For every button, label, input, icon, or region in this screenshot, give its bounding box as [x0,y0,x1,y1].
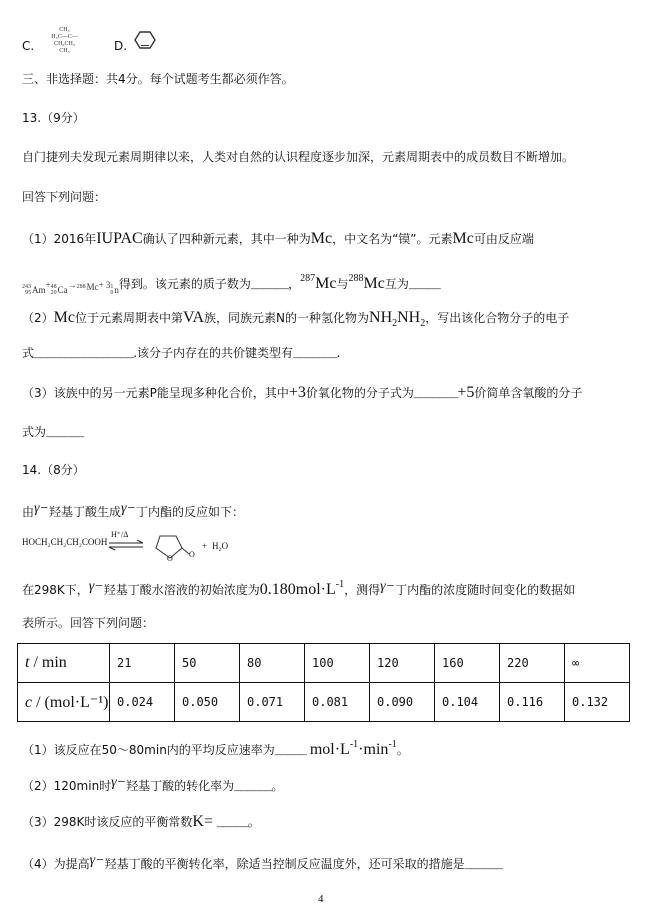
reaction-scheme [22,537,107,547]
text: 在298K下， [22,583,89,597]
formula: 288 [348,273,364,284]
c-main-chain: H₃C—C—CH₂CH₃ [51,34,78,47]
gamma-symbol: γ− [89,853,105,868]
text-line [22,813,260,832]
text: 价简单含氧酸的分子 [474,386,583,400]
unit-min: / min [29,654,67,671]
formula: -1 [335,579,345,590]
formula: NH [369,309,393,326]
carbonyl-oxygen: O [189,550,195,559]
answer-blank[interactable]: _____ [274,744,306,758]
option-c [22,37,34,55]
text: 丁内酯的反应如下： [135,505,244,519]
formula: + [45,280,51,290]
c-bottom-group: CH₃ [59,48,70,54]
text: 。 [396,743,409,757]
text: （1）2016年 [22,232,97,246]
text: （1）该反应在50～80min内的平均反应速率为 [22,743,275,757]
text: （3）298K时该反应的平衡常数 [22,815,193,829]
text-line [22,852,502,874]
text: 丁内酯的浓度随时间变化的数据如 [395,583,576,597]
answer-blank[interactable]: ________________ [34,347,134,361]
table-cell: 120 [370,644,435,683]
table-cell: 0.090 [370,683,435,722]
text: （2）120min时 [22,779,112,793]
text: 确认了四种新元素，其中一种为 [142,232,311,246]
formula: VA [182,309,205,326]
time-header [18,644,110,683]
text-line [22,188,106,206]
text-line [22,384,582,403]
gamma-symbol: γ− [88,579,104,594]
mass-number: 1 [110,284,114,290]
table-row-time [18,644,630,683]
benzene-ring-icon [134,30,156,50]
text: ， [288,277,301,291]
atomic-number: 20 [50,290,57,296]
nuclide [22,281,46,299]
text-line [22,270,440,299]
table-cell: 80 [240,644,305,683]
formula: mol·L [305,741,350,758]
ring-oxygen: O [167,554,173,563]
formula: + 3 [98,280,111,290]
text: 互为 [384,277,409,291]
formula: -1 [388,739,397,750]
table-cell: 0.081 [305,683,370,722]
text: 式为 [22,425,47,439]
table-cell: 0.024 [110,683,175,722]
mass-number: 48 [50,284,57,290]
answer-blank[interactable]: ______ [250,278,289,292]
water: H₂O [212,541,229,551]
text: ，测得 [344,583,381,597]
text-line [22,423,83,442]
unit-mol-per-l: / (mol·L⁻¹) [32,694,109,711]
formula: +3 [288,384,306,401]
reaction-condition: H⁺/Δ [111,530,129,539]
table-row-concentration [18,683,630,722]
text: （3）该族中的另一元素P能呈现多种化合价，其中 [22,386,289,400]
text: ，中文名为“镆”。元素 [332,232,453,246]
text: 由 [22,505,35,519]
nuclide [51,281,68,299]
table-cell: 0.050 [175,683,240,722]
text: 羟基丁酸的平衡转化率，除适当控制反应温度外，还可采取的措施是 [104,857,465,871]
option-c-label: C. [22,39,35,53]
option-d [114,37,127,55]
text: 位于元素周期表中第 [74,311,183,325]
formula: Mc [310,230,333,247]
text: （2） [22,311,54,325]
formula: NH [397,309,421,326]
isotope-numbers [110,284,113,296]
atomic-number: 95 [25,290,31,296]
formula: → [67,280,77,290]
formula: Mc [315,275,337,292]
text: （4）为提高 [22,857,90,871]
text-line [22,309,569,333]
element-symbol: Am [32,285,46,295]
text-line [22,576,575,599]
var-t: t [25,654,30,671]
text-line [22,461,85,479]
text: 回答下列问题： [22,190,107,204]
text-line [22,148,574,166]
table-cell: 21 [110,644,175,683]
table-cell: 220 [500,644,565,683]
isotope-numbers [77,284,86,290]
text: 14.（8分） [22,463,85,477]
text-line [22,614,154,632]
text: 可由反应端 [473,232,534,246]
c-top-group: CH₃ [59,27,70,33]
text: 三、非选择题：共4分。每个试题考生都必须作答。 [22,72,294,86]
formula: 2 [392,318,398,329]
table-cell: ∞ [565,644,630,683]
option-d-label: D. [114,39,128,53]
element-symbol: Mc [86,282,99,292]
text-line [22,230,534,248]
concentration-header [18,683,110,722]
answer-blank[interactable]: _____ [408,278,440,292]
var-c: c [25,694,33,711]
answer-blank[interactable]: ______ [234,780,272,794]
text: 。 [247,815,260,829]
text-line [22,344,340,363]
text: ，写出该化合物分子的电子 [425,311,570,325]
text-line [22,70,294,88]
text: 羟基丁酸生成 [48,505,121,519]
table-cell: 0.132 [565,683,630,722]
text: 13.（9分） [22,111,85,125]
answer-blank[interactable]: ______ [46,426,84,440]
text: 价氧化物的分子式为 [305,386,414,400]
formula: +5 [457,384,475,401]
text: 羟基丁酸的转化率为 [126,779,235,793]
text: 得到。该元素的质子数为 [118,277,251,291]
text: 羟基丁酸水溶液的初始浓度为 [103,583,260,597]
text: 表所示。回答下列问题： [22,616,155,630]
option-c-structure [42,27,87,55]
table-cell: 100 [305,644,370,683]
reactant: HOCH₂CH₂CH₂COOH [22,537,108,547]
text: 族，同族元素N的一种氢化物为 [204,311,370,325]
table-cell: 0.116 [500,683,565,722]
text-line [22,109,85,127]
page-number: 4 [318,893,324,905]
answer-blank[interactable]: _______ [293,347,337,361]
text: 。 [271,779,284,793]
table-cell: 0.071 [240,683,305,722]
atomic-number: 0 [110,290,114,296]
text: .该分子内存在的共价键类型有 [133,346,294,360]
formula: 287 [300,273,316,284]
text: 自门捷列夫发现元素周期律以来，人类对自然的认识程度逐步加深，元素周期表中的成员数目不断增加。 [22,150,575,164]
text: 式 [22,346,35,360]
gamma-symbol: γ− [34,501,49,516]
plus-sign: + [202,541,208,551]
formula: Mc [363,275,385,292]
formula: 0.180mol·L [259,581,336,598]
isotope-numbers [22,284,31,296]
table-cell: 160 [435,644,500,683]
formula: ·min [358,741,389,758]
formula: IUPAC [96,230,143,247]
isotope-numbers [51,284,57,296]
nuclide [110,281,119,299]
table-cell: 50 [175,644,240,683]
mass-number: 243 [22,284,31,290]
text: 与 [336,277,349,291]
formula: Mc [452,230,474,247]
concentration-table [17,643,630,722]
nuclide [77,278,99,296]
formula: K= [192,813,213,830]
element-symbol: n [114,285,119,295]
answer-blank[interactable]: _______ [413,387,458,401]
text-line [22,500,244,521]
text: . [336,346,341,360]
text-line [22,774,283,796]
gamma-symbol: γ− [121,501,136,516]
answer-blank[interactable]: ______ [464,858,502,872]
formula: 2 [420,318,426,329]
text-line [22,736,409,760]
table-cell: 0.104 [435,683,500,722]
equilibrium-arrow-icon [107,540,147,552]
answer-blank[interactable]: _____ [216,816,248,830]
element-symbol: Ca [57,285,68,295]
formula: -1 [349,739,359,750]
gamma-symbol: γ− [380,579,396,594]
formula: Mc [53,309,75,326]
mass-number: 288 [76,284,86,290]
gamma-symbol: γ− [111,775,127,790]
